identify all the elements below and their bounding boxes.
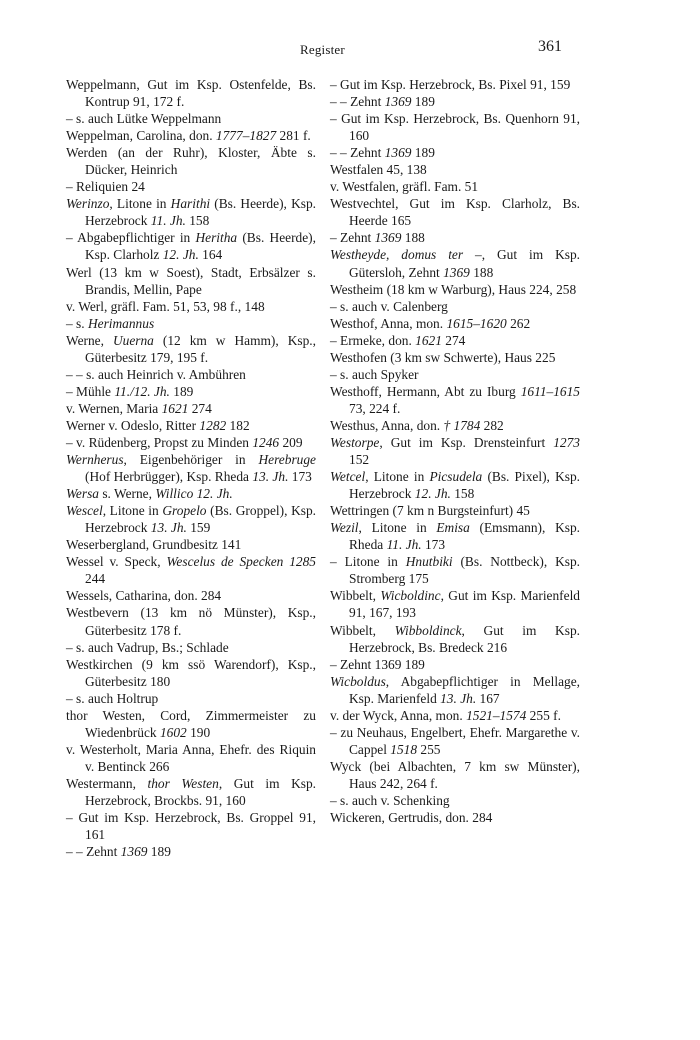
index-entry: Wibbelt, Wicboldinc, Gut im Ksp. Marienfeld 91, 167, 193 xyxy=(330,588,580,621)
index-entry: Werl (13 km w Soest), Stadt, Erbsälzer s. Brandis, Mellin, Pape xyxy=(66,264,316,297)
index-entry: – zu Neuhaus, Engelbert, Ehefr. Margarethe v. Cappel 1518 255 xyxy=(330,724,580,757)
index-entry: Wezil, Litone in Emisa (Emsmann), Ksp. Rheda 11. Jh. 173 xyxy=(330,520,580,553)
index-entry: v. der Wyck, Anna, mon. 1521–1574 255 f. xyxy=(330,707,561,723)
index-entry: – s. Herimannus xyxy=(66,315,155,331)
index-entry: Wibbelt, Wibboldinck, Gut im Ksp. Herzebrock, Bs. Bredeck 216 xyxy=(330,622,580,655)
index-entry: Werden (an der Ruhr), Kloster, Äbte s. Dücker, Heinrich xyxy=(66,145,316,178)
index-entry: – Mühle 11./12. Jh. 189 xyxy=(66,383,194,399)
index-entry: Westkirchen (9 km ssö Warendorf), Ksp., Güterbesitz 180 xyxy=(66,656,316,689)
index-column-left xyxy=(66,76,316,860)
index-entry: Werner v. Odeslo, Ritter 1282 182 xyxy=(66,417,250,433)
index-entry: – – s. auch Heinrich v. Ambühren xyxy=(66,366,246,382)
page-header xyxy=(0,38,700,62)
index-entry: – Gut im Ksp. Herzebrock, Bs. Quenhorn 91, 160 xyxy=(330,111,580,144)
index-entry: – Litone in Hnutbiki (Bs. Nottbeck), Ksp. Stromberg 175 xyxy=(330,554,581,587)
index-entry: Westbevern (13 km nö Münster), Ksp., Güterbesitz 178 f. xyxy=(66,605,316,638)
index-entry: – – Zehnt 1369 189 xyxy=(330,94,435,110)
index-entry: – Gut im Ksp. Herzebrock, Bs. Groppel 91, 161 xyxy=(66,810,316,843)
index-entry: Westhus, Anna, don. † 1784 282 xyxy=(330,417,504,433)
index-entry: – Gut im Ksp. Herzebrock, Bs. Pixel 91, 159 xyxy=(330,77,571,92)
index-entry: Westvechtel, Gut im Ksp. Clarholz, Bs. Heerde 165 xyxy=(330,196,580,229)
index-entry: – s. auch v. Schenking xyxy=(330,792,450,808)
index-entry: Wernherus, Eigenbehöriger in Herebruge (Hof Herbrügger), Ksp. Rheda 13. Jh. 173 xyxy=(66,452,316,485)
index-entry: Weppelmann, Gut im Ksp. Ostenfelde, Bs. Kontrup 91, 172 f. xyxy=(66,77,316,110)
running-title: Register xyxy=(300,42,345,57)
index-entry: Westhoff, Hermann, Abt zu Iburg 1611–1615 73, 224 f. xyxy=(330,383,580,416)
index-entry: Westermann, thor Westen, Gut im Ksp. Herzebrock, Brockbs. 91, 160 xyxy=(66,775,316,808)
index-entry: v. Westfalen, gräfl. Fam. 51 xyxy=(330,179,479,195)
index-entry: – Abgabepflichtiger in Heritha (Bs. Heerde), Ksp. Clarholz 12. Jh. 164 xyxy=(66,230,316,263)
index-entry: Wickeren, Gertrudis, don. 284 xyxy=(330,810,493,826)
index-entry: – s. auch Vadrup, Bs.; Schlade xyxy=(66,639,229,655)
index-entry: Werne, Uuerna (12 km w Hamm), Ksp., Güterbesitz 179, 195 f. xyxy=(66,332,316,365)
index-entry: – s. auch Spyker xyxy=(330,366,419,382)
index-entry: Westheyde, domus ter –, Gut im Ksp. Gütersloh, Zehnt 1369 188 xyxy=(330,247,580,280)
index-entry: Westfalen 45, 138 xyxy=(330,162,427,178)
index-entry: Wyck (bei Albachten, 7 km sw Münster), Haus 242, 264 f. xyxy=(330,758,580,791)
index-entry: – v. Rüdenberg, Propst zu Minden 1246 209 xyxy=(66,434,303,450)
index-entry: – s. auch Lütke Weppelmann xyxy=(66,111,222,127)
index-entry: Westheim (18 km w Warburg), Haus 224, 258 xyxy=(330,281,577,297)
index-entry: Wersa s. Werne, Willico 12. Jh. xyxy=(66,486,233,502)
index-entry: Wicboldus, Abgabepflichtiger in Mellage, Ksp. Marienfeld 13. Jh. 167 xyxy=(330,673,580,706)
index-entry: Weserbergland, Grundbesitz 141 xyxy=(66,537,242,553)
index-entry: Wetcel, Litone in Picsudela (Bs. Pixel), Ksp. Herzebrock 12. Jh. 158 xyxy=(330,469,580,502)
index-entry: – – Zehnt 1369 189 xyxy=(330,145,435,161)
page-number: 361 xyxy=(538,38,562,55)
index-entry: Werinzo, Litone in Harithi (Bs. Heerde), Ksp. Herzebrock 11. Jh. 158 xyxy=(66,196,316,229)
index-entry: Weppelman, Carolina, don. 1777–1827 281 f. xyxy=(66,128,311,144)
index-entry: Wessels, Catharina, don. 284 xyxy=(66,588,222,604)
index-entry: v. Westerholt, Maria Anna, Ehefr. des Riquin v. Bentinck 266 xyxy=(66,741,316,774)
index-entry: v. Wernen, Maria 1621 274 xyxy=(66,400,212,416)
index-entry: – Reliquien 24 xyxy=(66,179,145,195)
index-entry: Westhofen (3 km sw Schwerte), Haus 225 xyxy=(330,349,556,365)
index-entry: – Zehnt 1369 188 xyxy=(330,230,425,246)
index-entry: Wettringen (7 km n Burgsteinfurt) 45 xyxy=(330,503,530,519)
index-entry: – s. auch Holtrup xyxy=(66,690,159,706)
index-entry: – Zehnt 1369 189 xyxy=(330,656,425,672)
index-entry: – – Zehnt 1369 189 xyxy=(66,844,171,860)
index-entry: v. Werl, gräfl. Fam. 51, 53, 98 f., 148 xyxy=(66,298,265,314)
index-column-right xyxy=(330,76,580,826)
index-entry: Westhof, Anna, mon. 1615–1620 262 xyxy=(330,315,531,331)
index-entry: Wessel v. Speck, Wescelus de Specken 1285 244 xyxy=(66,554,316,587)
index-entry: thor Westen, Cord, Zimmermeister zu Wiedenbrück 1602 190 xyxy=(66,707,316,740)
index-entry: – Ermeke, don. 1621 274 xyxy=(330,332,466,348)
index-entry: – s. auch v. Calenberg xyxy=(330,298,448,314)
index-entry: Westorpe, Gut im Ksp. Drensteinfurt 1273 152 xyxy=(330,434,580,468)
index-entry: Wescel, Litone in Gropelo (Bs. Groppel), Ksp. Herzebrock 13. Jh. 159 xyxy=(66,503,317,536)
